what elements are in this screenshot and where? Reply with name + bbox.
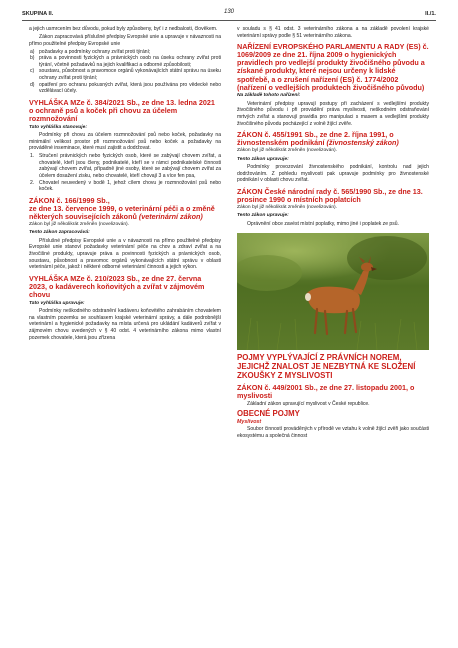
list-marker: 1. <box>30 153 35 160</box>
left-column <box>29 26 221 343</box>
law-heading <box>237 131 429 147</box>
list-item <box>30 55 221 68</box>
list-marker: b) <box>30 55 35 62</box>
amendment-note: Zákon byl již několikrát změněn (novelizován). <box>237 148 338 154</box>
paragraph: Veterinární předpisy upravují postupy při zacházení s vedlejšími produkty živočišného původu i při provádění práva myslivosti, neškodném odstraňování mrtvých zvířat a stanovují pravidla pro manipulaci s masem a vedlejšími produkty živočišného původu pocházející z volně žijící zvěře. <box>237 100 429 127</box>
list-text: práva a povinnosti fyzických a právnických osob na úseku ochrany zvířat proti týrání, včetně požadavků na jejich kvalifikaci a odborné způsobilosti; <box>39 55 221 68</box>
subheading: Tento zákon upravuje: <box>237 156 289 162</box>
list-item <box>30 81 221 95</box>
paragraph: Podmínky při chovu za účelem rozmnožování psů nebo koček, požadavky na minimální velikost prostor při rozmnožování psů nebo koček a požadavky na prováděné inseminace, které musí zajistit a dodržovat. <box>29 132 221 152</box>
header-section: SKUPINA II. <box>22 11 54 17</box>
list-text: opatření pro ochranu pokusných zvířat, která jsou používána pro vědecké nebo vzdělávací účely. <box>39 81 221 95</box>
regulation-heading: VYHLÁŠKA MZe č. 384/2021 Sb., ze dne 13. ledna 2021 o ochraně psů a koček při chovu za účelem rozmnožování <box>29 97 215 123</box>
list-text: Chovatel neuvedený v bodě 1, jehož cílem chovu je rozmnožování psů nebo koček. <box>39 179 221 193</box>
list-item <box>30 48 221 56</box>
page-header <box>22 9 436 21</box>
eu-regulation-heading: NAŘÍZENÍ EVROPSKÉHO PARLAMENTU A RADY (ES) č. 1069/2009 ze dne 21. října 2009 o hygienických pravidlech pro vedlejší produkty živočišného původu a získané produkty, které nejsou určeny k lidské spotřebě, a o zrušení nařízení (ES) č. 1774/2002 (nařízení o vedlejších produktech živočišného původu) <box>237 42 429 92</box>
subheading: Tento zákon zapracovává: <box>29 230 90 236</box>
paragraph: Podmínky neškodného odstranění kadáveru koňovitého zahrabáním chovatelem na vlastním pozemku se souhlasem krajské veterinární správy, a dále podrobnější veterinární a hygienické požadavky na místa určená pro ukládání kadáverů zvířat v zájmovém chovu uvedených v § 40 odst. 4 veterinárního zákona mimo vlastní pozemek chovatele, která jsou zřízena <box>29 308 221 341</box>
section-heading: OBECNÉ POJMY <box>237 408 300 418</box>
list-text: požadavky a podmínky ochrany zvířat proti týrání; <box>39 48 151 55</box>
list-item <box>30 153 221 180</box>
alpha-list <box>29 49 221 95</box>
paragraph: a jejich usmrcením bez důvodu, pokud byly způsobeny, byť i z nedbalosti, člověkem. <box>29 26 218 32</box>
list-item <box>30 68 221 81</box>
paragraph: Soubor činností prováděných v přírodě ve vztahu k volně žijící zvěři jako součásti ekosystému a společná činnost <box>237 426 429 439</box>
paragraph: Základní zákon upravující myslivost v České republice. <box>247 401 370 408</box>
law-heading: ZÁKON č. 449/2001 Sb., ze dne 27. listopadu 2001, o myslivosti <box>237 383 415 401</box>
paragraph: Oprávnění obce zavést místní poplatky, mimo jiné i poplatek ze psů. <box>247 220 399 227</box>
law-heading: ZÁKON České národní rady č. 565/1990 Sb., ze dne 13. prosince 1990 o místních poplatcích <box>237 186 423 204</box>
list-item <box>30 179 221 193</box>
paragraph: Podmínky provozování živnostenského podnikání, kontrolu nad jejich dodržováním. Z pohledu myslivosti pak upravuje podmínky pro živnostenské podnikání v oblasti chovu zvířat. <box>237 164 429 184</box>
numbered-list <box>29 153 221 193</box>
regulation-heading: VYHLÁŠKA MZe č. 210/2023 Sb., ze dne 27. června 2023, o kadáverech koňovitých a zvířat v zájmovém chovu <box>29 273 205 299</box>
roe-deer-photo <box>237 233 429 350</box>
header-rule <box>22 20 436 21</box>
law-heading-title: ZÁKON č. 166/1999 Sb., <box>29 195 110 205</box>
law-heading-short-name: (živnostenský zákon) <box>326 138 399 148</box>
subheading: Tento zákon upravuje: <box>237 213 289 219</box>
law-heading <box>29 197 221 221</box>
subheading: Na základě tohoto nařízení: <box>237 93 301 99</box>
section-banner: POJMY VYPLÝVAJÍCÍ Z PRÁVNÍCH NOREM, JEJICHŽ ZNALOST JE NEZBYTNÁ KE SLOŽENÍ ZKOUŠKY Z MYSLIVOSTI <box>237 353 416 380</box>
amendment-note: Zákon byl již několikrát změněn (novelizován). <box>29 222 130 228</box>
subheading: Tato vyhláška upravuje: <box>29 300 85 306</box>
paragraph: Příslušné předpisy Evropské unie a v návaznosti na přímo použitelné předpisy Evropské unie stanoví požadavky veterinární péče na chov a zdraví zvířat a na živočišné produkty, upravuje práva a povinnosti fyzických a právnických osob, soustavu, působnost a pravomoc orgánů vykonávajících státní správu v oblasti veterinární péče, jakož i některé odborné veterinární činnosti a jejich výkon. <box>29 237 221 271</box>
page-number: 130 <box>223 9 234 15</box>
list-marker: d) <box>30 81 35 88</box>
list-marker: a) <box>30 48 35 55</box>
list-text: Stručení právnických nebo fyzických osob, které se zabývají chovem zvířat, a chovatelé, kteří jsou členy, podnikatelé, kteří se v rámci podnikatelské činnosti zabývají chovem zvířat, případně jiné osoby, které se zabývají chovem zvířat za účelem dosažení zisku, nebo chovatelé, kteří chovají 3 a více fen psa, <box>39 153 221 180</box>
subheading: Tato vyhláška stanovuje: <box>29 124 87 130</box>
right-column <box>237 26 429 441</box>
term-heading: Myslivost <box>237 418 262 425</box>
paragraph: v souladu s § 41 odst. 3 veterinárního zákona a na základě povolení krajské veterinární správy podle § 51 veterinárního zákona. <box>237 26 429 39</box>
header-chapter: II./1. <box>425 11 436 17</box>
list-text: soustavu, působnost a pravomoce orgánů vykonávajících státní správu na úseku ochrany zvířat proti týrání; <box>39 68 221 81</box>
list-marker: 2. <box>30 179 35 186</box>
law-heading-body: ZÁKON č. 455/1991 Sb., ze dne 2. října 1991, o živnostenském podnikání <box>237 130 394 148</box>
amendment-note: Zákon byl již několikrát změněn (novelizován). <box>237 205 338 211</box>
list-marker: c) <box>30 68 35 75</box>
law-heading-short-name: (veterinární zákon) <box>138 212 203 222</box>
paragraph: Zákon zapracovává příslušné předpisy Evropské unie a upravuje v návaznosti na přímo použitelné předpisy Evropské unie <box>29 33 221 47</box>
law-heading-body: ze dne 13. července 1999, o veterinární péči a o změně některých souvisejících zákonů <box>29 203 215 222</box>
